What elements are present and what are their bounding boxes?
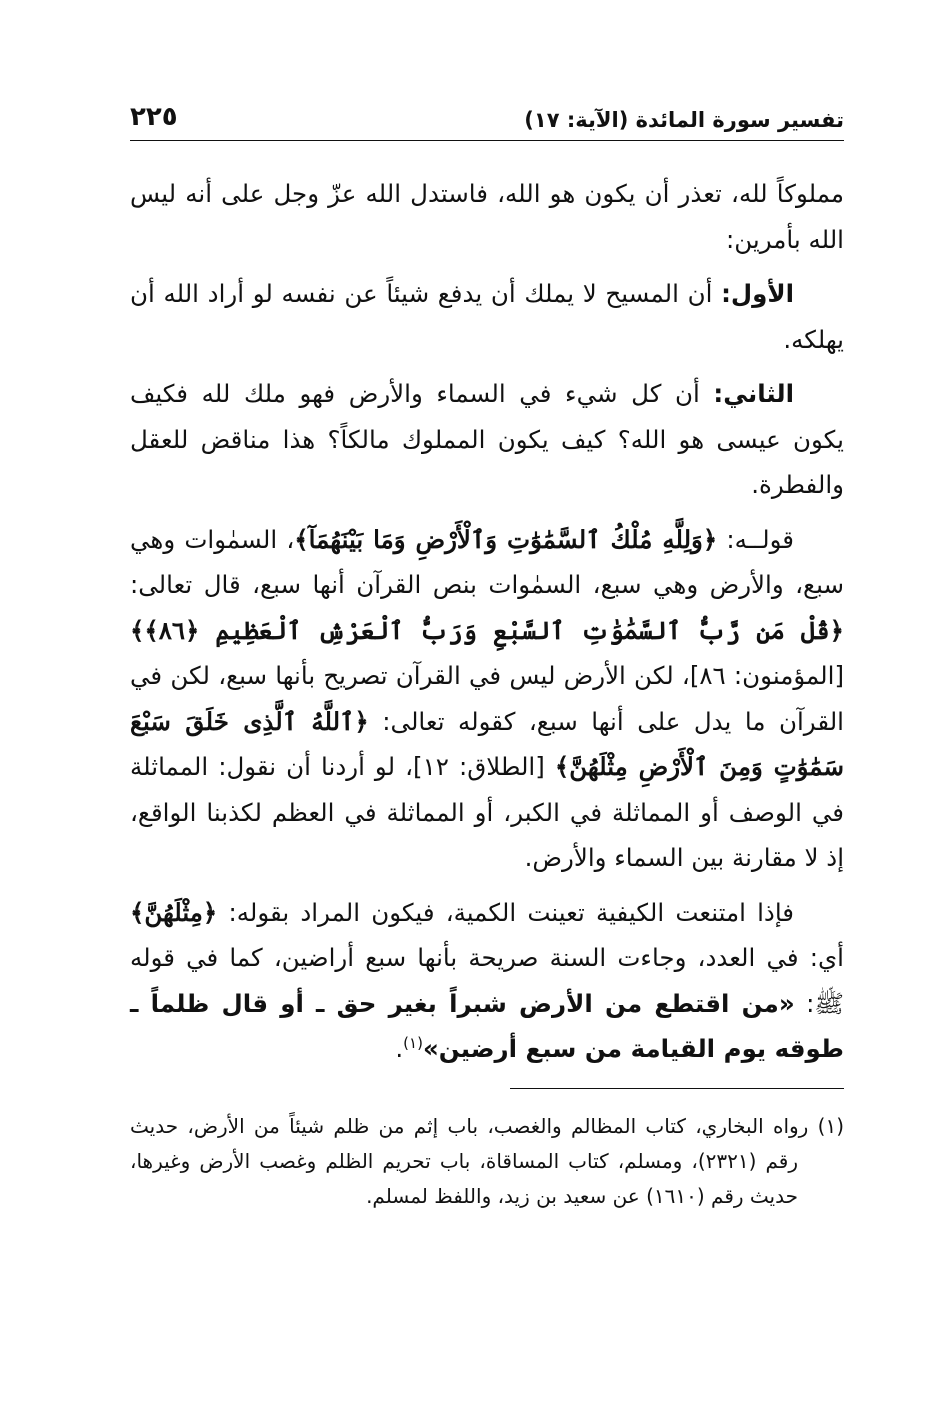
paragraph-5-end: .: [395, 1034, 404, 1063]
paragraph-4-text-3: ، لو أردنا أن نقول: المماثلة في الوصف أو المماثلة في الكبر، أو المماثلة في العظم لكذبنا الواقع، إذ لا مقارنة بين السماء والأرض.: [130, 752, 844, 872]
paragraph-4-text-1: ، السمٰوات وهي سبع، والأرض وهي سبع، السمٰوات بنص القرآن أنها سبع، قال تعالى:: [130, 524, 844, 599]
paragraph-5-text-1: فإذا امتنعت الكيفية تعينت الكمية، فيكون المراد بقوله:: [217, 897, 794, 927]
page-number: ٢٢٥: [130, 102, 178, 132]
point-two-text: أن كل شيء في السماء والأرض فهو ملك لله فكيف يكون عيسى هو الله؟ كيف يكون المملوك مالكاً؟ هذا مناقض للعقل والفطرة.: [130, 379, 844, 499]
quran-verse-3: ﴿ٱللَّهُ ٱلَّذِى خَلَقَ سَبْعَ سَمَٰوَٰتٍ وَمِنَ ٱلْأَرْضِ مِثْلَهُنَّ﴾: [130, 706, 844, 781]
header-rule: [130, 140, 844, 141]
quran-word: ﴿مِثْلَهُنَّ﴾: [130, 897, 218, 927]
main-text: [130, 171, 844, 1072]
page-header: [130, 92, 844, 132]
running-title: تفسير سورة المائدة (الآية: ١٧): [524, 108, 844, 132]
paragraph-5-text-2: أي: في العدد، وجاءت السنة صريحة بأنها سبع أراضين، كما في قوله ﷺ:: [130, 943, 844, 1018]
paragraph-4: [130, 517, 844, 881]
paragraph-5: [130, 890, 844, 1072]
quran-verse-2: ﴿قُلْ مَن رَّبُّ ٱلسَّمَٰوَٰتِ ٱلسَّبْعِ وَرَبُّ ٱلْعَرْشِ ٱلْعَظِيمِ ﴿٨٦﴾﴾: [130, 615, 844, 645]
verse-intro: قولــه:: [717, 524, 795, 554]
verse-reference-2: [الطلاق: ١٢]: [413, 752, 555, 781]
footnote: (١) رواه البخاري، كتاب المظالم والغصب، باب إثم من ظلم شيئاً من الأرض، حديث رقم (٢٣٢١)، ومسلم، كتاب المساقاة، باب تحريم الظلم وغصب الأرض وغيرها، حديث رقم (١٦١٠) عن سعيد بن زيد، واللفظ لمسلم.: [130, 1113, 844, 1208]
point-one-text: أن المسيح لا يملك أن يدفع شيئاً عن نفسه لو أراد الله أن يهلكه.: [130, 279, 844, 354]
verse-reference-1: [المؤمنون: ٨٦]: [689, 661, 845, 690]
book-page: [130, 92, 844, 1322]
footnote-marker[interactable]: (١): [403, 1033, 423, 1052]
paragraph-1: مملوكاً لله، تعذر أن يكون هو الله، فاستدل الله عزّ وجل على أنه ليس الله بأمرين:: [130, 179, 844, 254]
paragraph-2: [130, 271, 844, 362]
hadith-quote: «من اقتطع من الأرض شبراً بغير حق ـ أو قال ظلماً ـ طوقه يوم القيامة من سبع أرضين»: [130, 988, 844, 1063]
point-one-label: الأول:: [721, 279, 794, 308]
point-two-label: الثاني:: [713, 379, 794, 408]
paragraph-3: [130, 371, 844, 508]
footnote-separator: [510, 1088, 844, 1089]
paragraph-4-text-2: ، لكن الأرض ليس في القرآن تصريح بأنها سبع، لكن في القرآن ما يدل على أنها سبع، كقوله تعالى:: [130, 661, 844, 736]
quran-verse-1: ﴿وَلِلَّهِ مُلْكُ ٱلسَّمَٰوَٰتِ وَٱلْأَرْضِ وَمَا بَيْنَهُمَآ﴾: [294, 524, 718, 554]
